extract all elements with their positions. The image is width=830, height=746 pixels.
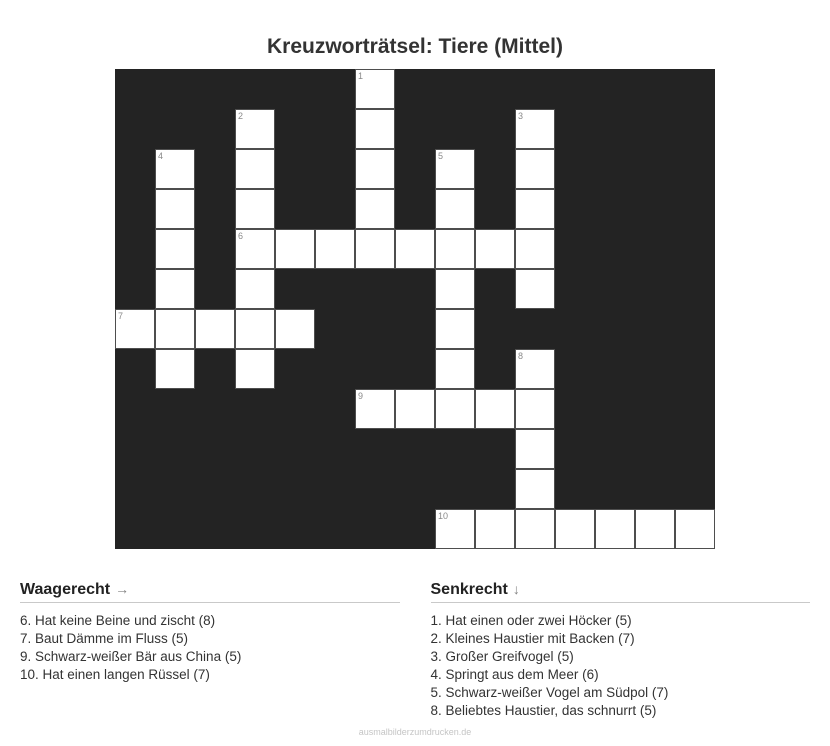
crossword-cell[interactable] — [355, 109, 395, 149]
crossword-cell[interactable] — [515, 429, 555, 469]
crossword-cell[interactable] — [155, 229, 195, 269]
crossword-cell[interactable] — [435, 229, 475, 269]
crossword-cell[interactable] — [275, 229, 315, 269]
crossword-cell[interactable] — [155, 269, 195, 309]
clue-item: 4. Springt aus dem Meer (6) — [430, 667, 599, 682]
crossword-cell[interactable] — [235, 229, 275, 269]
crossword-cell[interactable] — [275, 309, 315, 349]
crossword-cell[interactable] — [435, 269, 475, 309]
across-column — [20, 581, 400, 720]
clue-item: 7. Baut Dämme im Fluss (5) — [20, 631, 189, 646]
cell-number: 3 — [518, 111, 524, 121]
cell-number: 1 — [358, 71, 364, 81]
crossword-cell[interactable] — [435, 149, 475, 189]
crossword-cell[interactable] — [235, 149, 275, 189]
clue-item: 1. Hat einen oder zwei Höcker (5) — [430, 613, 632, 628]
crossword-cell[interactable] — [395, 389, 435, 429]
crossword-cell[interactable] — [475, 389, 515, 429]
cell-number: 4 — [158, 151, 164, 161]
crossword-cell[interactable] — [155, 309, 195, 349]
crossword-cell[interactable] — [515, 189, 555, 229]
crossword-cell[interactable] — [675, 509, 715, 549]
clues-section — [20, 581, 810, 720]
cell-number: 10 — [438, 511, 449, 521]
crossword-cell[interactable] — [435, 509, 475, 549]
crossword-cell[interactable] — [235, 269, 275, 309]
crossword-cell[interactable] — [635, 509, 675, 549]
crossword-cell[interactable] — [515, 109, 555, 149]
clue-item: 8. Beliebtes Haustier, das schnurrt (5) — [430, 703, 657, 718]
down-heading-label: Senkrecht — [430, 581, 508, 598]
site-watermark: ausmalbilderzumdrucken.de — [358, 727, 472, 737]
crossword-cell[interactable] — [515, 269, 555, 309]
down-clue-list — [431, 612, 811, 720]
crossword-cell[interactable] — [475, 229, 515, 269]
crossword-cell[interactable] — [475, 509, 515, 549]
crossword-cell[interactable] — [355, 229, 395, 269]
crossword-cell[interactable] — [515, 149, 555, 189]
clue-item: 6. Hat keine Beine und zischt (8) — [20, 613, 216, 628]
crossword-cell[interactable] — [515, 229, 555, 269]
crossword-cell[interactable] — [115, 309, 155, 349]
clue-item: 9. Schwarz-weißer Bär aus China (5) — [20, 649, 242, 664]
cell-number: 7 — [118, 311, 124, 321]
crossword-cell[interactable] — [235, 109, 275, 149]
crossword-cell[interactable] — [435, 309, 475, 349]
cell-number: 8 — [518, 351, 524, 361]
crossword-cell[interactable] — [435, 349, 475, 389]
crossword-cell[interactable] — [515, 349, 555, 389]
crossword-cell[interactable] — [515, 389, 555, 429]
crossword-cell[interactable] — [595, 509, 635, 549]
page-title: Kreuzworträtsel: Tiere (Mittel) — [267, 35, 563, 59]
across-clue-list — [20, 612, 400, 684]
crossword-cell[interactable] — [355, 149, 395, 189]
down-column — [431, 581, 811, 720]
crossword-cell[interactable] — [235, 189, 275, 229]
down-heading — [431, 581, 811, 603]
crossword-cell[interactable] — [155, 149, 195, 189]
right-arrow-icon: → — [115, 581, 130, 597]
crossword-cell[interactable] — [235, 309, 275, 349]
crossword-cell[interactable] — [155, 349, 195, 389]
across-heading-label: Waagerecht — [20, 581, 111, 598]
cell-number: 6 — [238, 231, 244, 241]
crossword-cell[interactable] — [235, 349, 275, 389]
crossword-cell[interactable] — [315, 229, 355, 269]
clue-item: 3. Großer Greifvogel (5) — [430, 649, 574, 664]
crossword-cell[interactable] — [355, 189, 395, 229]
clue-item: 2. Kleines Haustier mit Backen (7) — [430, 631, 635, 646]
cell-number: 5 — [438, 151, 444, 161]
crossword-grid — [115, 69, 715, 549]
clue-item: 5. Schwarz-weißer Vogel am Südpol (7) — [430, 685, 669, 700]
across-heading — [20, 581, 400, 603]
crossword-cell[interactable] — [355, 389, 395, 429]
crossword-cell[interactable] — [515, 509, 555, 549]
crossword-cell[interactable] — [195, 309, 235, 349]
crossword-cell[interactable] — [355, 69, 395, 109]
crossword-cell[interactable] — [155, 189, 195, 229]
crossword-cell[interactable] — [435, 389, 475, 429]
cell-number: 9 — [358, 391, 364, 401]
crossword-cell[interactable] — [555, 509, 595, 549]
clue-item: 10. Hat einen langen Rüssel (7) — [20, 667, 210, 682]
crossword-cell[interactable] — [395, 229, 435, 269]
crossword-cell[interactable] — [515, 469, 555, 509]
crossword-cell[interactable] — [435, 189, 475, 229]
cell-number: 2 — [238, 111, 244, 121]
down-arrow-icon: ↓ — [512, 581, 520, 597]
